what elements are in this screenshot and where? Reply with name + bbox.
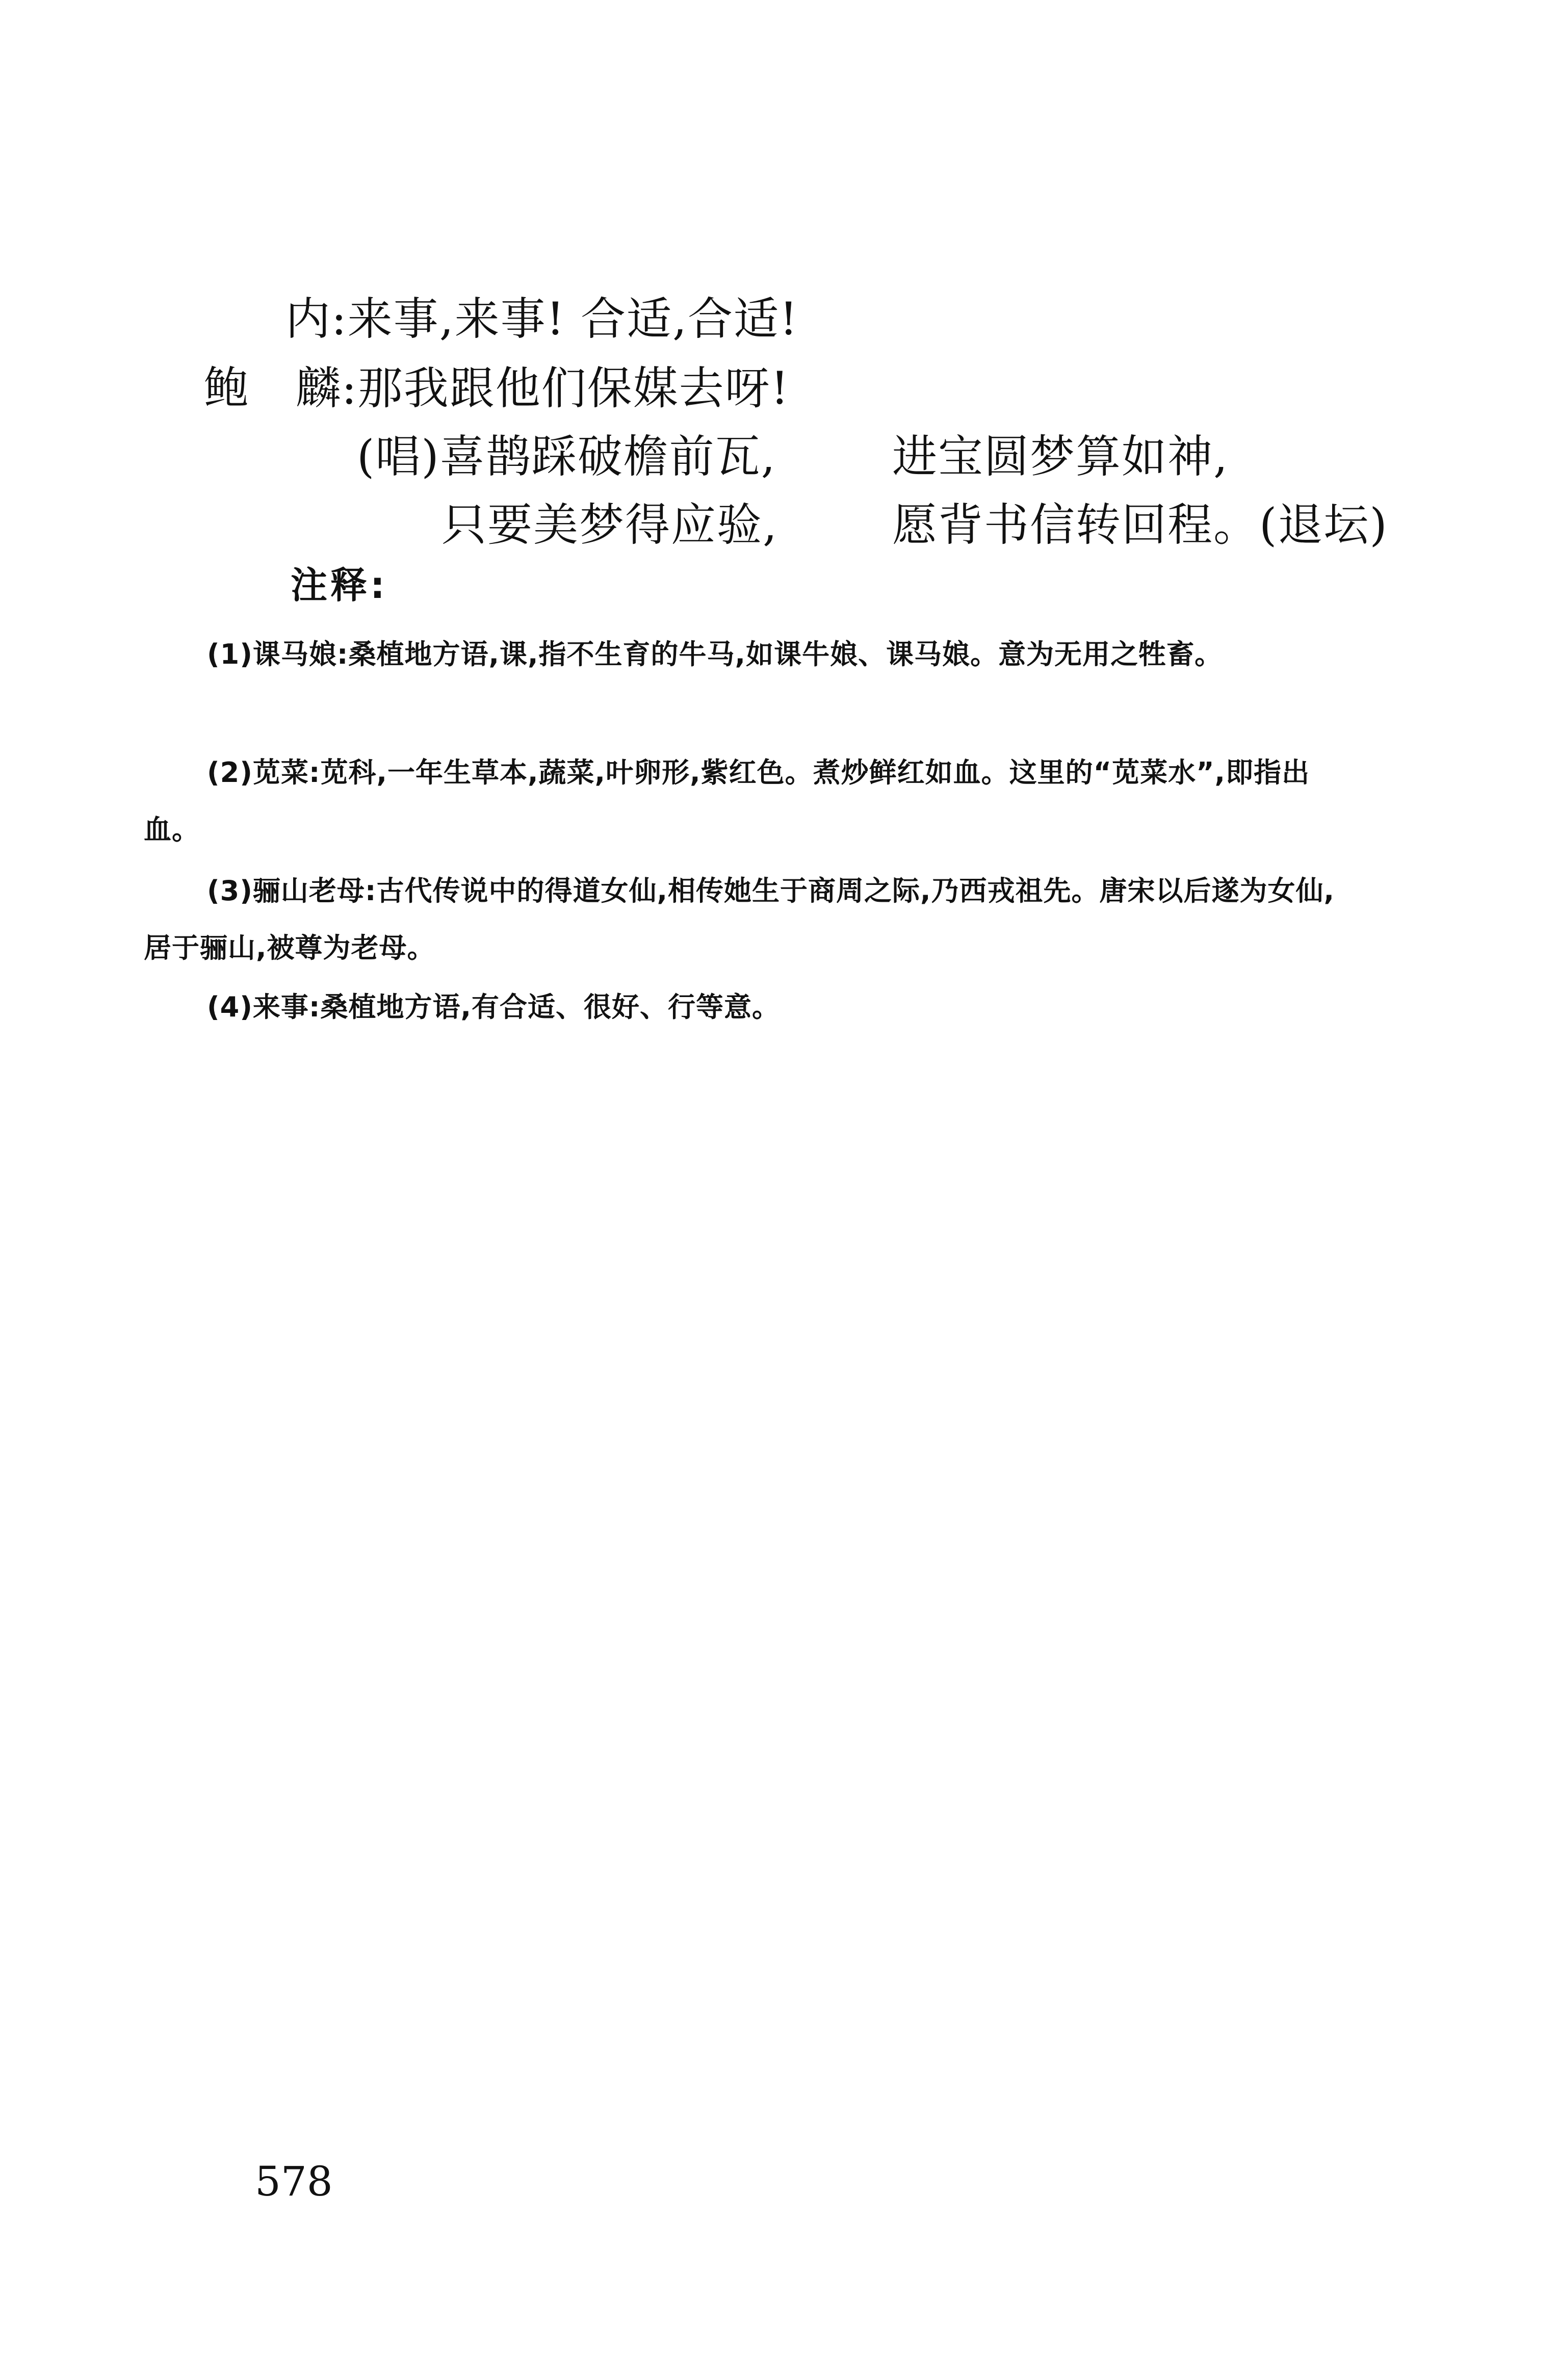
song-verse: 喜鹊踩破檐前瓦,	[439, 430, 776, 483]
song-line-2-right	[892, 499, 1388, 551]
dialogue-line-1	[285, 293, 799, 345]
note-1: (1)课马娘:桑植地方语,课,指不生育的牛马,如课牛娘、课马娘。意为无用之牲畜。	[207, 638, 1223, 670]
notes-heading: 注释:	[291, 564, 388, 607]
note-4: (4)来事:桑植地方语,有合适、很好、行等意。	[207, 991, 781, 1023]
speaker-name: 鲍 麟	[204, 362, 342, 414]
dialogue-text: :来事,来事! 合适,合适!	[331, 293, 799, 345]
song-lead: (唱)	[357, 430, 440, 483]
song-line-2-left	[442, 499, 778, 551]
page-number: 578	[255, 2158, 333, 2205]
dialogue-line-2	[204, 362, 790, 414]
note-3: (3)骊山老母:古代传说中的得道女仙,相传她生于商周之际,乃西戎祖先。唐宋以后遂为女仙,居于骊山,被尊为老母。	[144, 875, 1335, 964]
song-verse: 只要美梦得应验,	[442, 499, 778, 551]
song-verse: 愿背书信转回程。(退坛)	[892, 499, 1388, 551]
song-line-1-right	[892, 430, 1229, 483]
note-2: (2)苋菜:苋科,一年生草本,蔬菜,叶卵形,紫红色。煮炒鲜红如血。这里的“苋菜水”,即指出血。	[144, 756, 1310, 846]
song-verse: 进宝圆梦算如神,	[892, 430, 1229, 483]
song-line-1-left	[357, 430, 776, 483]
speaker-name: 内	[285, 293, 332, 345]
dialogue-text: :那我跟他们保媒去呀!	[342, 362, 790, 414]
